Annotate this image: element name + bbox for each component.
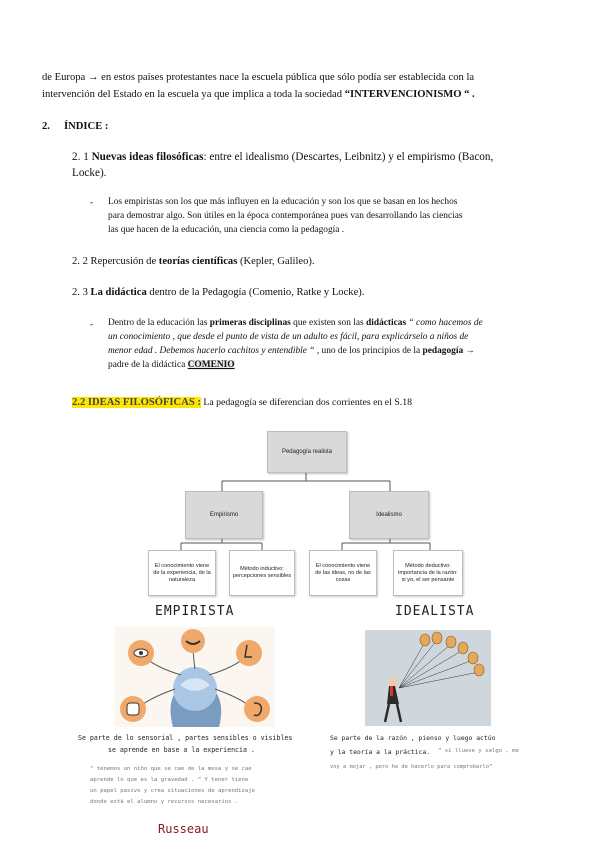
item-2-1-rest: : entre el idealismo (Descartes, Leibnitz) y el empirismo (Bacon, <box>203 151 494 163</box>
comenio-term: COMENIO <box>187 360 235 370</box>
item-2-2-bold: teorías científicas <box>158 256 238 267</box>
diagram-root: Pedagogía realista <box>267 431 347 473</box>
item-2-1-prefix: 2. 1 <box>72 151 92 163</box>
idealist-illustration <box>365 630 491 726</box>
idealista-label: IDEALISTA <box>395 604 475 619</box>
diagram-child-3: El conocimiento viene de las ideas, no de las cosas <box>309 550 377 596</box>
bullet-1-line-2: para demostrar algo. Son útiles en la época contemporánea pues van desarrollando las ciencias <box>108 211 463 221</box>
bullet-2-c: que existen son las <box>290 318 367 328</box>
bullet-2-l4a: padre de la didáctica <box>108 360 188 370</box>
item-2-1-line-2: Locke). <box>72 167 107 179</box>
left-quote-2: aprende lo que es la gravedad . ” Y tener tiene <box>90 777 249 783</box>
diagram-child-1: El conocimiento viene de la experiencia, de la naturaleza <box>148 550 216 596</box>
ideas-heading-label: 2.2 IDEAS FILOSÓFICAS : <box>72 397 201 408</box>
diagram-idealismo: Idealismo <box>349 491 429 539</box>
right-quote-1: “ si llueve y salgo , me <box>438 748 519 754</box>
intro-line-1: de Europa → en estos países protestantes nace la escuela pública que sólo podía ser establecida con la <box>42 72 475 83</box>
item-2-3-rest: dentro de la Pedagogía (Comenio, Ratke y Locke). <box>146 287 365 298</box>
left-caption-1: Se parte de lo sensorial , partes sensibles o visibles <box>78 734 293 742</box>
bullet-1-dash: - <box>90 198 94 208</box>
bullet-2-e: “ como hacemos de <box>406 318 483 328</box>
left-quote-4: donde está el alumno y recursos necesarios . <box>90 799 239 805</box>
empirista-label: EMPIRISTA <box>155 604 235 619</box>
item-2-3-prefix: 2. 3 <box>72 287 91 298</box>
right-quote-2: voy a mojar , pero he de hacerlo para comprobarlo” <box>330 764 493 770</box>
mouth-icon <box>181 629 205 653</box>
right-caption-2: y la teoría a la práctica. <box>330 748 431 756</box>
item-2-1-bold: Nuevas ideas filosóficas <box>91 151 204 163</box>
item-2-2-rest: (Kepler, Galileo). <box>237 256 315 267</box>
bullet-2-a: Dentro de la educación las <box>108 318 210 328</box>
intervencionismo-term: “INTERVENCIONISMO “ . <box>344 89 475 100</box>
rousseau-label: Russeau <box>158 822 209 836</box>
ideas-heading-rest: La pedagogía se diferencian dos corrientes en el S.18 <box>200 397 413 408</box>
bullet-2-didacticas: didácticas <box>366 318 407 328</box>
right-caption-1: Se parte de la razón , pienso y luego actúo <box>330 734 496 742</box>
bullet-2-primeras: primeras disciplinas <box>209 318 291 328</box>
left-quote-1: “ tenemos un niño que se cae de la mesa y se cae <box>90 766 252 772</box>
intro-line-2-text: intervención del Estado en la escuela ya que implica a toda la sociedad <box>42 89 345 100</box>
nose-icon <box>236 640 262 666</box>
bullet-2-l3c: pedagogía → <box>422 346 475 356</box>
left-caption-2: se aprende en base a la experiencia . <box>108 746 255 754</box>
bullet-2-dash: - <box>90 320 94 330</box>
bullet-1-line-1: Los empiristas son los que más influyen en la educación y son los que se basan en los hechos <box>108 197 458 207</box>
bullet-2-l3b: , uno de los principios de la <box>314 346 423 356</box>
item-2-2-prefix: 2. 2 Repercusión de <box>72 256 159 267</box>
item-2-3-bold: La didáctica <box>90 287 147 298</box>
diagram-child-4: Método deductivo: importancia de la razón: si yo, el ser pensante <box>393 550 463 596</box>
bullet-1-line-3: las que hacen de la educación, una ciencia como la pedagogía . <box>108 225 345 235</box>
ear-icon <box>244 696 270 722</box>
senses-illustration <box>115 627 275 727</box>
bullet-2-l3a: menor edad . Debemos hacerlo cachitos y entendible “ <box>108 346 315 356</box>
section-number: 2. <box>42 121 50 132</box>
diagram-empirismo: Empirismo <box>185 491 263 539</box>
left-quote-3: un papel pasivo y crea situaciones de aprendizaje <box>90 788 256 794</box>
section-title: ÍNDICE : <box>64 121 109 132</box>
bullet-2-line-2: un conocimiento , que desde el punto de vista de un adulto es fácil, para explicárselo a niños de <box>108 332 469 342</box>
diagram-child-2: Método inductivo: percepciones sensibles <box>229 550 295 596</box>
